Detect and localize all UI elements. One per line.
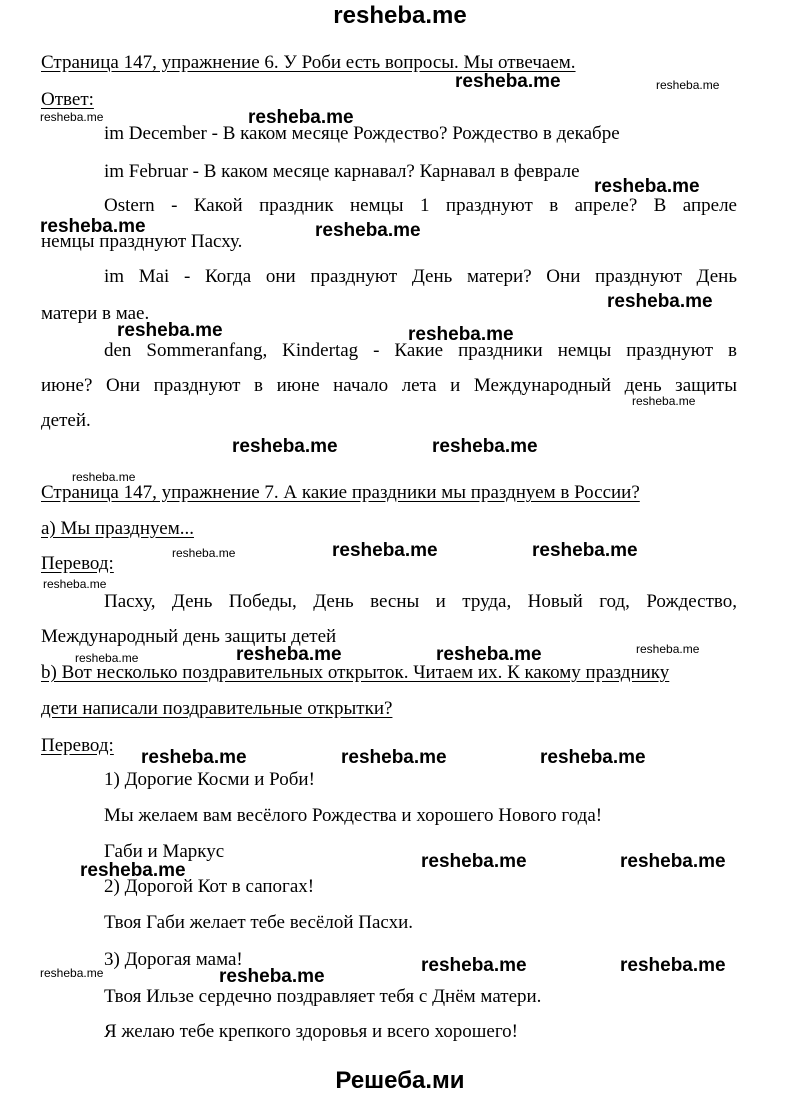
watermark: resheba.me bbox=[248, 107, 354, 128]
translation-label: Перевод: bbox=[41, 553, 114, 574]
card-text-line: Твоя Габи желает тебе весёлой Пасхи. bbox=[104, 912, 413, 933]
translation-line: Международный день защиты детей bbox=[41, 626, 337, 647]
watermark-small: resheba.me bbox=[656, 78, 720, 92]
watermark-small: resheba.me bbox=[632, 394, 696, 408]
site-footer: Решеба.ми bbox=[335, 1067, 465, 1094]
site-header: resheba.me bbox=[333, 2, 467, 29]
card-text-line: 3) Дорогая мама! bbox=[104, 949, 243, 970]
watermark: resheba.me bbox=[80, 860, 186, 881]
watermark: resheba.me bbox=[620, 955, 726, 976]
card-text-line: Я желаю тебе крепкого здоровья и всего хорошего! bbox=[104, 1021, 518, 1042]
watermark: resheba.me bbox=[607, 291, 713, 312]
watermark: resheba.me bbox=[341, 747, 447, 768]
watermark: resheba.me bbox=[432, 436, 538, 457]
watermark: resheba.me bbox=[40, 216, 146, 237]
card-text-line: 2) Дорогой Кот в сапогах! bbox=[104, 876, 315, 897]
watermark: resheba.me bbox=[315, 220, 421, 241]
watermark: resheba.me bbox=[219, 966, 325, 987]
answer-line: немцы празднуют Пасху. bbox=[41, 231, 243, 252]
watermark: resheba.me bbox=[141, 747, 247, 768]
watermark: resheba.me bbox=[532, 540, 638, 561]
watermark-small: resheba.me bbox=[43, 577, 107, 591]
watermark: resheba.me bbox=[408, 324, 514, 345]
exercise-7b-label: дети написали поздравительные открытки? bbox=[41, 698, 393, 719]
card-text-line: Габи и Маркус bbox=[104, 841, 225, 862]
watermark: resheba.me bbox=[594, 176, 700, 197]
answer-line: детей. bbox=[41, 410, 91, 431]
watermark: resheba.me bbox=[117, 320, 223, 341]
card-text-line: 1) Дорогие Косми и Роби! bbox=[104, 769, 315, 790]
translation-label: Перевод: bbox=[41, 735, 114, 756]
watermark: resheba.me bbox=[421, 851, 527, 872]
translation-line: Пасху, День Победы, День весны и труда, Новый год, Рождество, bbox=[104, 591, 737, 612]
watermark-small: resheba.me bbox=[636, 642, 700, 656]
watermark: resheba.me bbox=[332, 540, 438, 561]
watermark-small: resheba.me bbox=[75, 651, 139, 665]
answer-line: матери в мае. bbox=[41, 303, 150, 324]
exercise-7-title: Страница 147, упражнение 7. А какие праздники мы празднуем в России? bbox=[41, 482, 640, 503]
watermark: resheba.me bbox=[436, 644, 542, 665]
answer-line: im Mai - Когда они празднуют День матери? Они празднуют День bbox=[104, 266, 737, 287]
watermark: resheba.me bbox=[455, 71, 561, 92]
card-text-line: Мы желаем вам весёлого Рождества и хорошего Нового года! bbox=[104, 805, 603, 826]
watermark-small: resheba.me bbox=[72, 470, 136, 484]
answer-line: июне? Они празднуют в июне начало лета и Международный день защиты bbox=[41, 375, 737, 396]
answer-line: im Februar - В каком месяце карнавал? Карнавал в феврале bbox=[104, 161, 580, 182]
exercise-7b-label: b) Вот несколько поздравительных открыток. Читаем их. К какому празднику bbox=[41, 662, 670, 683]
answer-label: Ответ: bbox=[41, 89, 94, 110]
answer-line: Ostern - Какой праздник немцы 1 празднуют в апреле? В апреле bbox=[104, 195, 737, 216]
watermark: resheba.me bbox=[620, 851, 726, 872]
watermark-small: resheba.me bbox=[40, 110, 104, 124]
watermark: resheba.me bbox=[232, 436, 338, 457]
answer-line: den Sommeranfang, Kindertag - Какие праздники немцы празднуют в bbox=[104, 340, 737, 361]
watermark-small: resheba.me bbox=[172, 546, 236, 560]
exercise-7a-label: а) Мы празднуем... bbox=[41, 518, 194, 539]
card-text-line: Твоя Ильзе сердечно поздравляет тебя с Днём матери. bbox=[104, 986, 542, 1007]
watermark-small: resheba.me bbox=[40, 966, 104, 980]
exercise-6-title: Страница 147, упражнение 6. У Роби есть вопросы. Мы отвечаем. bbox=[41, 52, 576, 73]
watermark: resheba.me bbox=[540, 747, 646, 768]
watermark: resheba.me bbox=[421, 955, 527, 976]
answer-line: im December - В каком месяце Рождество? Рождество в декабре bbox=[104, 123, 620, 144]
watermark: resheba.me bbox=[236, 644, 342, 665]
